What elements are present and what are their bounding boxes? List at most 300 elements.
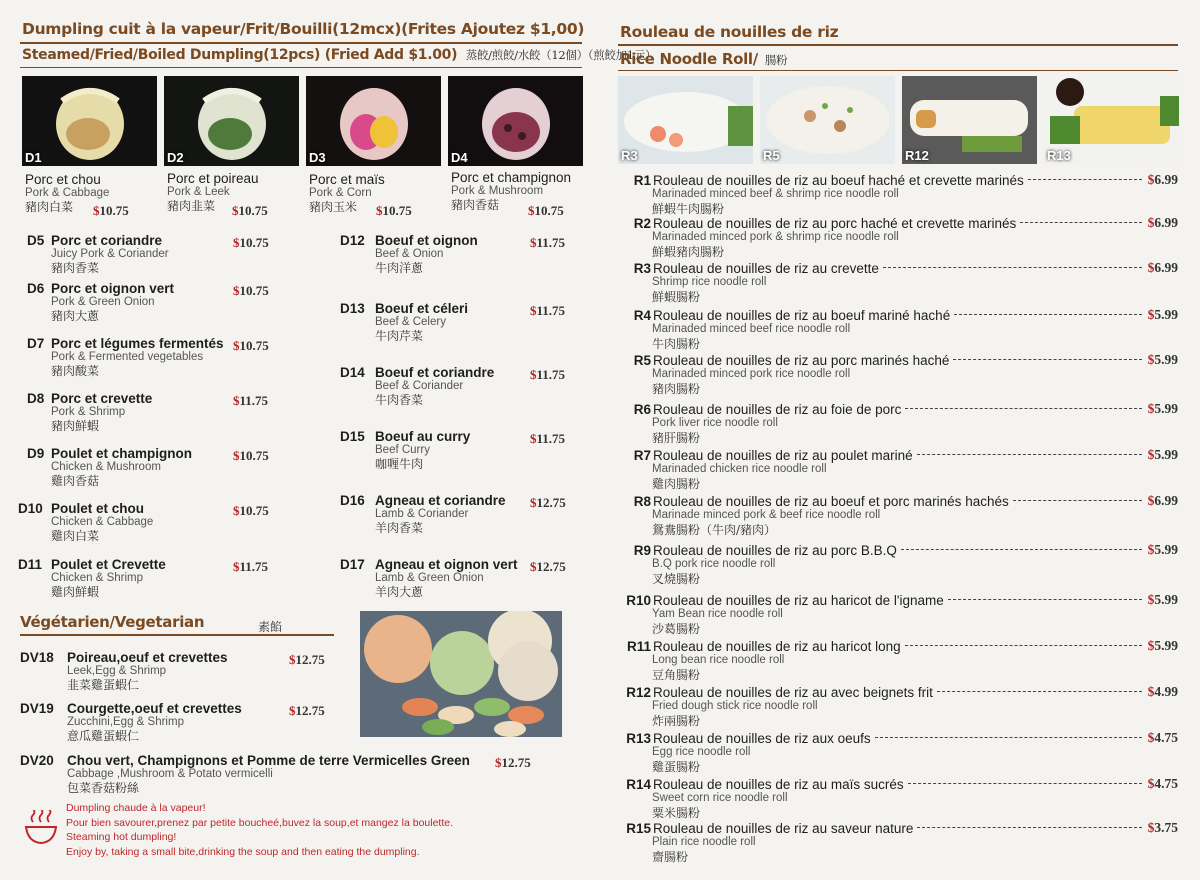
item-en: Leek,Egg & Shrimp xyxy=(67,665,167,677)
item-code: D13 xyxy=(340,301,365,316)
roll-price xyxy=(1148,447,1178,463)
roll-en: Plain rice noodle roll xyxy=(652,836,756,848)
item-name: Porc et champignon xyxy=(451,170,572,185)
price-value: 10.75 xyxy=(239,448,269,463)
item-title xyxy=(27,281,174,296)
item-zh: 意瓜雞蛋蝦仁 xyxy=(67,729,140,743)
roll-zh: 雞蛋腸粉 xyxy=(652,760,701,774)
price-value: 10.75 xyxy=(239,235,269,250)
item-price xyxy=(289,703,325,719)
item-code: DV18 xyxy=(20,650,54,665)
item-code: D12 xyxy=(340,233,365,248)
roll-price xyxy=(1148,493,1178,509)
item-name: Porc et crevette xyxy=(51,391,153,406)
roll-title-line xyxy=(618,776,1180,792)
dumplings-subtitle-en: Steamed/Fried/Boiled Dumpling(12pcs) (Fried Add $1.00) xyxy=(22,47,458,63)
note-line: Enjoy by, taking a small bite,drinking the soup and then eating the dumpling. xyxy=(66,845,420,858)
roll-price xyxy=(1148,684,1178,700)
dollar-sign: $ xyxy=(233,393,240,408)
dumpling-item xyxy=(27,281,174,324)
vegetarian-title xyxy=(20,613,204,631)
dollar-sign: $ xyxy=(1147,730,1155,745)
dollar-sign: $ xyxy=(1147,352,1155,367)
item-name: Boeuf au curry xyxy=(375,429,471,444)
roll-en: Marinaded minced pork & shrimp rice noodle roll xyxy=(652,231,899,243)
item-zh: 牛肉芹菜 xyxy=(375,329,424,343)
item-name: Porc et maïs xyxy=(309,172,385,187)
dollar-sign: $ xyxy=(233,283,240,298)
item-zh: 韭菜雞蛋蝦仁 xyxy=(67,678,140,692)
item-title xyxy=(27,233,169,248)
price-value: 12.75 xyxy=(295,652,325,667)
dollar-sign: $ xyxy=(232,203,239,218)
roll-title-line xyxy=(618,447,1180,463)
item-title xyxy=(18,557,166,572)
roll-en: Marinaded chicken rice noodle roll xyxy=(652,463,827,475)
price-value: 4.75 xyxy=(1154,730,1178,745)
photo-code-d3: D3 xyxy=(309,150,326,165)
dollar-sign: $ xyxy=(530,303,537,318)
price-value: 12.75 xyxy=(536,495,566,510)
photo-code-d4: D4 xyxy=(451,150,468,165)
vegetarian-title-text: Végétarien/Vegetarian xyxy=(20,613,205,631)
item-en: Pork & Shrimp xyxy=(51,406,126,418)
price-value: 11.75 xyxy=(536,235,566,250)
item-price xyxy=(495,755,531,771)
dumpling-item xyxy=(340,429,470,472)
dollar-sign: $ xyxy=(1147,776,1155,791)
item-zh: 豬肉白菜 xyxy=(25,200,74,214)
item-zh: 雞肉香菇 xyxy=(51,474,100,488)
roll-zh: 鮮蝦腸粉 xyxy=(652,290,701,304)
item-name: Poulet et Crevette xyxy=(51,557,166,572)
item-en: Beef & Onion xyxy=(375,248,444,260)
photo-code-r5: R5 xyxy=(763,148,780,163)
item-en: Pork & Green Onion xyxy=(51,296,155,308)
dumpling-item xyxy=(340,365,494,408)
roll-code: R8 xyxy=(633,494,651,509)
roll-leader-dots xyxy=(1013,500,1142,501)
item-name: Boeuf et oignon xyxy=(375,233,478,248)
item-title xyxy=(340,493,506,508)
roll-zh: 豬肉腸粉 xyxy=(652,382,701,396)
item-name: Agneau et oignon vert xyxy=(375,557,518,572)
roll-item xyxy=(618,401,1180,446)
roll-item xyxy=(618,542,1180,587)
dumpling-item xyxy=(20,753,470,796)
dollar-sign: $ xyxy=(233,235,240,250)
price-value: 6.99 xyxy=(1154,260,1178,275)
roll-en: Yam Bean rice noodle roll xyxy=(652,608,783,620)
roll-zh: 粟米腸粉 xyxy=(652,806,701,820)
dumpling-photo-d2 xyxy=(164,76,299,166)
item-zh: 豬肉韭菜 xyxy=(167,199,216,213)
steaming-bowl-icon xyxy=(24,810,58,846)
roll-name: Rouleau de nouilles de riz au boeuf haché et crevette marinés xyxy=(653,173,1024,188)
vegetarian-title-rule xyxy=(20,634,334,636)
roll-leader-dots xyxy=(937,691,1142,692)
roll-name: Rouleau de nouilles de riz au saveur nature xyxy=(653,821,914,836)
price-value: 11.75 xyxy=(536,431,566,446)
item-code: DV19 xyxy=(20,701,54,716)
item-price xyxy=(233,338,269,354)
note-line: Pour bien savourer,prenez par petite boucheé,buvez la soup,et mangez la boulette. xyxy=(66,816,454,829)
roll-code: R9 xyxy=(633,543,651,558)
roll-en: Marinaded minced pork rice noodle roll xyxy=(652,368,851,380)
roll-price xyxy=(1148,307,1178,323)
item-en: Pork & Cabbage xyxy=(25,187,110,199)
dollar-sign: $ xyxy=(233,448,240,463)
roll-price xyxy=(1148,730,1178,746)
item-code: DV20 xyxy=(20,753,54,768)
item-name: Porc et coriandre xyxy=(51,233,163,248)
roll-price xyxy=(1148,401,1178,417)
item-en: Pork & Mushroom xyxy=(451,185,544,197)
roll-code: R5 xyxy=(633,353,651,368)
roll-name: Rouleau de nouilles de riz au haricot long xyxy=(653,639,901,654)
roll-item xyxy=(618,684,1180,729)
roll-leader-dots xyxy=(953,359,1142,360)
roll-price xyxy=(1148,592,1178,608)
roll-leader-dots xyxy=(875,737,1142,738)
item-title xyxy=(20,650,228,665)
roll-title-line xyxy=(618,684,1180,700)
roll-item xyxy=(618,447,1180,492)
item-en: Beef & Coriander xyxy=(375,380,464,392)
item-name: Porc et chou xyxy=(25,172,101,187)
item-name: Porc et légumes fermentés xyxy=(51,336,224,351)
price-value: 6.99 xyxy=(1154,172,1178,187)
roll-leader-dots xyxy=(901,549,1142,550)
item-en: Lamb & Coriander xyxy=(375,508,469,520)
price-value: 12.75 xyxy=(536,559,566,574)
roll-name: Rouleau de nouilles de riz au boeuf et porc marinés hachés xyxy=(653,494,1009,509)
roll-title-line xyxy=(618,542,1180,558)
roll-zh: 齋腸粉 xyxy=(652,850,689,864)
item-title xyxy=(18,501,153,516)
roll-name: Rouleau de nouilles de riz au crevette xyxy=(653,261,879,276)
item-zh: 豬肉香菇 xyxy=(451,198,500,212)
item-price xyxy=(233,235,269,251)
item-price xyxy=(233,559,268,575)
item-zh: 咖喱牛肉 xyxy=(375,457,424,471)
item-zh: 豬肉香菜 xyxy=(51,261,100,275)
item-zh: 豬肉大蔥 xyxy=(51,309,100,323)
rolls-subtitle-en: Rice Noodle Roll/ xyxy=(620,50,758,68)
roll-name: Rouleau de nouilles de riz au poulet mariné xyxy=(653,448,913,463)
dollar-sign: $ xyxy=(233,559,240,574)
roll-en: Marinade minced pork & beef rice noodle roll xyxy=(652,509,881,521)
vegetarian-image xyxy=(360,611,562,737)
dollar-sign: $ xyxy=(530,367,537,382)
roll-code: R14 xyxy=(626,777,651,792)
item-en: Pork & Leek xyxy=(167,186,230,198)
dollar-sign: $ xyxy=(1147,447,1155,462)
dollar-sign: $ xyxy=(1147,260,1155,275)
roll-en: Shrimp rice noodle roll xyxy=(652,276,767,288)
roll-en: Fried dough stick rice noodle roll xyxy=(652,700,818,712)
roll-title-line xyxy=(618,260,1180,276)
item-zh: 雞肉鮮蝦 xyxy=(51,585,100,599)
dumpling-item-d3 xyxy=(309,172,385,215)
roll-title-line xyxy=(618,820,1180,836)
item-name: Agneau et coriandre xyxy=(375,493,506,508)
item-en: Beef Curry xyxy=(375,444,430,456)
roll-photo-r12 xyxy=(902,76,1037,164)
item-title xyxy=(340,365,494,380)
roll-en: Long bean rice noodle roll xyxy=(652,654,785,666)
dollar-sign: $ xyxy=(1147,172,1155,187)
roll-item xyxy=(618,215,1180,260)
item-title xyxy=(27,446,192,461)
vegetarian-title-zh: 素餡 xyxy=(258,620,283,634)
price-value: 5.99 xyxy=(1154,638,1178,653)
dollar-sign: $ xyxy=(495,755,502,770)
photo-code-r13: R13 xyxy=(1047,148,1071,163)
item-zh: 羊肉大蔥 xyxy=(375,585,424,599)
price-d2 xyxy=(232,203,268,219)
price-value: 10.75 xyxy=(99,203,129,218)
roll-title-line xyxy=(618,307,1180,323)
dollar-sign: $ xyxy=(289,652,296,667)
price-value: 5.99 xyxy=(1154,352,1178,367)
dumpling-image-d2 xyxy=(164,76,299,166)
roll-zh: 豆角腸粉 xyxy=(652,668,701,682)
photo-code-r12: R12 xyxy=(905,148,929,163)
roll-en: Marinaded minced beef & shrimp rice noodle roll xyxy=(652,188,899,200)
item-title xyxy=(340,429,470,444)
roll-item xyxy=(618,172,1180,217)
roll-name: Rouleau de nouilles de riz au haricot de l'igname xyxy=(653,593,944,608)
dollar-sign: $ xyxy=(233,338,240,353)
item-name: Boeuf et céleri xyxy=(375,301,469,316)
price-d3 xyxy=(376,203,412,219)
roll-item xyxy=(618,493,1180,538)
item-name: Porc et poireau xyxy=(167,171,259,186)
item-title xyxy=(27,336,224,351)
rolls-subtitle xyxy=(620,50,787,68)
roll-name: Rouleau de nouilles de riz au foie de porc xyxy=(653,402,902,417)
roll-photo-r13 xyxy=(1044,76,1179,164)
rolls-subtitle-zh: 腸粉 xyxy=(764,53,788,67)
item-code: D15 xyxy=(340,429,365,444)
item-code: D7 xyxy=(27,336,45,351)
dumpling-image-d1 xyxy=(22,76,157,166)
roll-title-line xyxy=(618,592,1180,608)
price-value: 11.75 xyxy=(536,367,566,382)
dollar-sign: $ xyxy=(93,203,100,218)
roll-en: B.Q pork rice noodle roll xyxy=(652,558,776,570)
price-value: 11.75 xyxy=(536,303,566,318)
roll-en: Pork liver rice noodle roll xyxy=(652,417,778,429)
price-value: 5.99 xyxy=(1154,307,1178,322)
roll-price xyxy=(1148,172,1178,188)
item-en: Zucchini,Egg & Shrimp xyxy=(67,716,184,728)
item-en: Lamb & Green Onion xyxy=(375,572,484,584)
dumpling-item xyxy=(340,301,468,344)
roll-name: Rouleau de nouilles de riz au porc haché et crevette marinés xyxy=(653,216,1017,231)
item-title xyxy=(20,701,242,716)
dollar-sign: $ xyxy=(1147,592,1155,607)
roll-leader-dots xyxy=(954,314,1142,315)
roll-leader-dots xyxy=(948,599,1142,600)
item-title xyxy=(340,557,518,572)
roll-code: R1 xyxy=(633,173,651,188)
roll-zh: 牛肉腸粉 xyxy=(652,337,701,351)
price-value: 10.75 xyxy=(238,203,268,218)
roll-leader-dots xyxy=(1020,222,1142,223)
roll-item xyxy=(618,592,1180,637)
roll-zh: 炸兩腸粉 xyxy=(652,714,701,728)
price-value: 5.99 xyxy=(1154,447,1178,462)
item-name: Porc et oignon vert xyxy=(51,281,175,296)
roll-title-line xyxy=(618,493,1180,509)
dumplings-subtitle-zh: 蒸餃/煎餃/水餃（12個）（煎餃加1元） xyxy=(465,48,657,62)
price-value: 3.75 xyxy=(1154,820,1178,835)
roll-code: R7 xyxy=(633,448,651,463)
dumpling-item xyxy=(27,446,192,489)
roll-photo-r3 xyxy=(618,76,753,164)
item-zh: 豬肉鮮蝦 xyxy=(51,419,100,433)
dollar-sign: $ xyxy=(530,559,537,574)
item-name: Poulet et champignon xyxy=(51,446,193,461)
photo-code-d1: D1 xyxy=(25,150,42,165)
price-value: 10.75 xyxy=(239,338,269,353)
photo-code-r3: R3 xyxy=(621,148,638,163)
item-zh: 包菜香菇粉絲 xyxy=(67,781,140,795)
roll-price xyxy=(1148,352,1178,368)
roll-code: R12 xyxy=(626,685,651,700)
roll-code: R3 xyxy=(633,261,651,276)
dumpling-item xyxy=(340,557,518,600)
roll-image-r5 xyxy=(760,76,895,164)
item-en: Cabbage ,Mushroom & Potato vermicelli xyxy=(67,768,273,780)
dollar-sign: $ xyxy=(1147,215,1155,230)
roll-code: R11 xyxy=(626,639,651,654)
item-code: D11 xyxy=(18,557,43,572)
roll-item xyxy=(618,730,1180,775)
roll-price xyxy=(1148,820,1178,836)
dumpling-item xyxy=(18,501,153,544)
item-zh: 豬肉酸菜 xyxy=(51,364,100,378)
item-name: Boeuf et coriandre xyxy=(375,365,495,380)
item-price xyxy=(530,303,565,319)
roll-zh: 雞肉腸粉 xyxy=(652,477,701,491)
roll-code: R13 xyxy=(626,731,651,746)
item-code: D16 xyxy=(340,493,365,508)
item-price xyxy=(289,652,325,668)
item-en: Pork & Fermented vegetables xyxy=(51,351,204,363)
dumpling-item xyxy=(27,336,224,379)
item-price xyxy=(530,431,565,447)
dollar-sign: $ xyxy=(1147,401,1155,416)
roll-leader-dots xyxy=(905,408,1142,409)
item-price xyxy=(530,559,566,575)
price-value: 10.75 xyxy=(239,283,269,298)
item-price xyxy=(233,448,269,464)
item-title xyxy=(340,301,468,316)
dumpling-image-d3 xyxy=(306,76,441,166)
item-title xyxy=(27,391,152,406)
dollar-sign: $ xyxy=(528,203,535,218)
dumpling-item xyxy=(27,233,169,276)
price-value: 6.99 xyxy=(1154,493,1178,508)
item-title xyxy=(340,233,478,248)
roll-zh: 鴛鴦腸粉（牛肉/豬肉） xyxy=(652,523,777,537)
price-value: 12.75 xyxy=(501,755,531,770)
roll-zh: 叉燒腸粉 xyxy=(652,572,701,586)
roll-item xyxy=(618,307,1180,352)
price-d1 xyxy=(93,203,129,219)
roll-item xyxy=(618,638,1180,683)
dumplings-title-rule xyxy=(20,42,582,44)
roll-en: Egg rice noodle roll xyxy=(652,746,751,758)
dumplings-title: Dumpling cuit à la vapeur/Frit/Bouilli(12mcx)(Frites Ajoutez $1,00) xyxy=(22,20,585,38)
dollar-sign: $ xyxy=(530,431,537,446)
dumpling-item xyxy=(340,493,506,536)
item-code: D8 xyxy=(27,391,45,406)
roll-item xyxy=(618,820,1180,865)
roll-zh: 鮮蝦牛肉腸粉 xyxy=(652,202,725,216)
roll-price xyxy=(1148,542,1178,558)
item-price xyxy=(233,283,269,299)
item-price xyxy=(530,235,565,251)
roll-title-line xyxy=(618,172,1180,188)
price-value: 10.75 xyxy=(239,503,269,518)
vegetarian-photo xyxy=(360,611,562,737)
item-code: D14 xyxy=(340,365,365,380)
item-en: Chicken & Cabbage xyxy=(51,516,154,528)
dollar-sign: $ xyxy=(1147,638,1155,653)
item-en: Chicken & Mushroom xyxy=(51,461,161,473)
roll-leader-dots xyxy=(908,783,1142,784)
roll-price xyxy=(1148,638,1178,654)
item-price xyxy=(530,367,565,383)
roll-leader-dots xyxy=(1028,179,1142,180)
item-en: Pork & Corn xyxy=(309,187,372,199)
dumplings-subtitle-rule xyxy=(20,67,582,68)
dollar-sign: $ xyxy=(1147,307,1155,322)
roll-title-line xyxy=(618,401,1180,417)
roll-code: R6 xyxy=(633,402,651,417)
roll-zh: 沙葛腸粉 xyxy=(652,622,701,636)
roll-price xyxy=(1148,260,1178,276)
item-name: Chou vert, Champignons et Pomme de terre Vermicelles Green xyxy=(67,753,470,768)
dumpling-photo-d1 xyxy=(22,76,157,166)
dumpling-item xyxy=(340,233,478,276)
roll-code: R2 xyxy=(633,216,651,231)
price-value: 6.99 xyxy=(1154,215,1178,230)
roll-code: R10 xyxy=(626,593,651,608)
item-zh: 豬肉玉米 xyxy=(309,200,358,214)
dollar-sign: $ xyxy=(1147,820,1155,835)
item-code: D5 xyxy=(27,233,45,248)
roll-image-r3 xyxy=(618,76,753,164)
dumpling-photo-d4 xyxy=(448,76,583,166)
roll-name: Rouleau de nouilles de riz aux oeufs xyxy=(653,731,871,746)
item-zh: 牛肉香菜 xyxy=(375,393,424,407)
roll-name: Rouleau de nouilles de riz au maïs sucrés xyxy=(653,777,904,792)
item-price xyxy=(530,495,566,511)
roll-price xyxy=(1148,215,1178,231)
price-value: 4.75 xyxy=(1154,776,1178,791)
roll-en: Sweet corn rice noodle roll xyxy=(652,792,788,804)
price-value: 10.75 xyxy=(534,203,564,218)
note-line: Dumpling chaude à la vapeur! xyxy=(66,802,206,814)
roll-en: Marinaded minced beef rice noodle roll xyxy=(652,323,851,335)
item-zh: 雞肉白菜 xyxy=(51,529,100,543)
roll-name: Rouleau de nouilles de riz au porc B.B.Q xyxy=(653,543,897,558)
